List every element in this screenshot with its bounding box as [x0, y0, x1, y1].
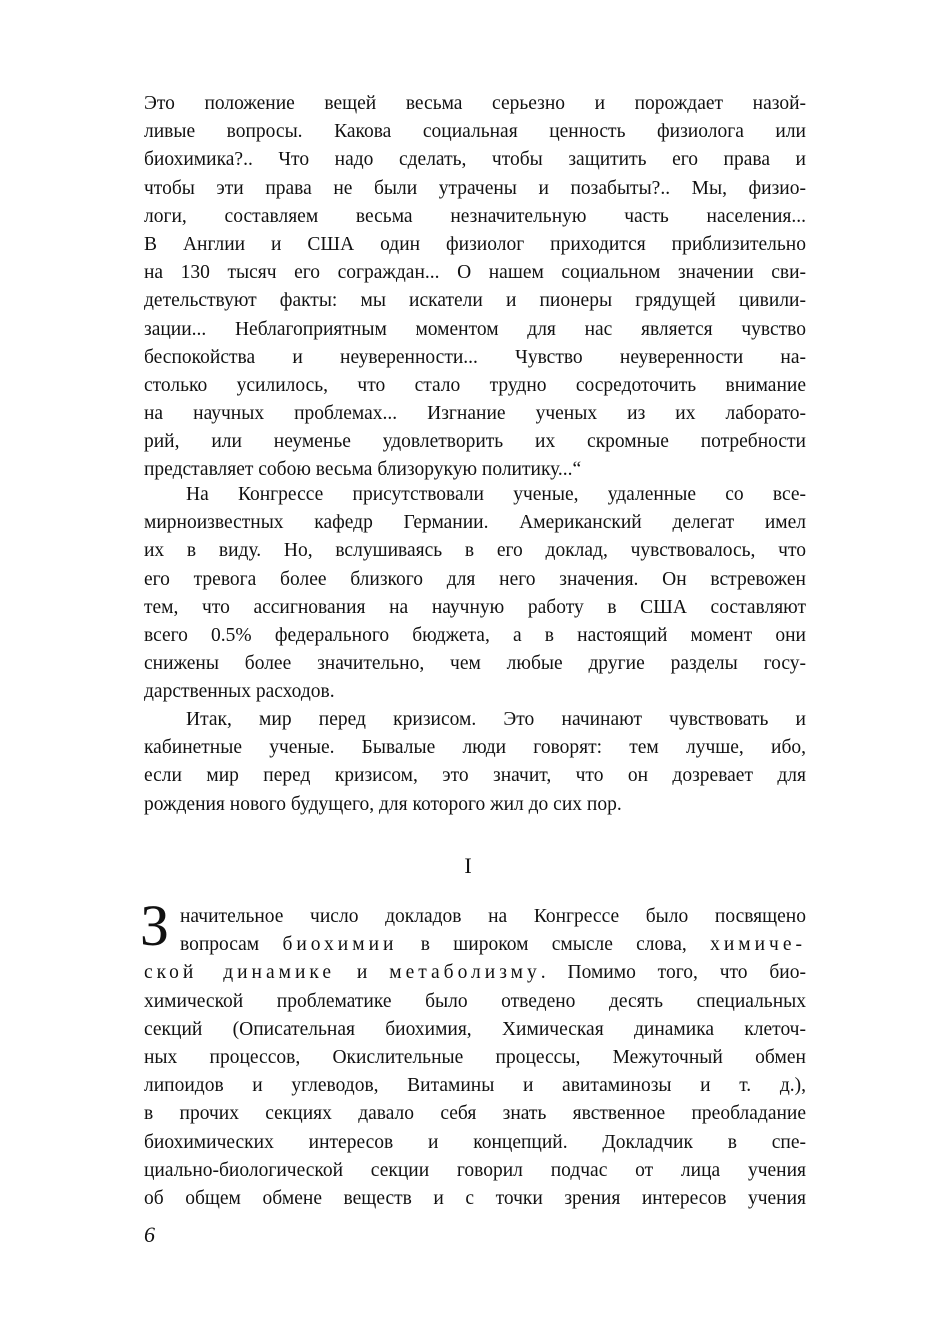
emphasized-text: химиче- — [710, 934, 806, 956]
text-line: чтобы эти права не были утрачены и позабыты?.. Мы, физио- — [144, 177, 806, 199]
text-line — [144, 931, 806, 959]
text-line: начительное число докладов на Конгрессе было посвящено — [180, 906, 806, 927]
text-line: если мир перед кризисом, это значит, что он дозревает для — [144, 765, 806, 787]
text-line: ных процессов, Окислительные процессы, Межуточный обмен — [144, 1046, 806, 1068]
text-line: дарственных расходов. — [144, 681, 335, 703]
text-line: представляет собою весьма близорукую политику...“ — [144, 459, 582, 481]
text-line: циально-биологической секции говорил подчас от лица учения — [144, 1159, 806, 1181]
text-line: логи, составляем весьма незначительную часть населения... — [144, 205, 806, 227]
text-line: кабинетные ученые. Бывалые люди говорят: тем лучше, ибо, — [144, 737, 806, 759]
text-run: вопросам — [180, 934, 283, 956]
drop-cap: З — [140, 893, 170, 958]
emphasized-text: биохимии — [282, 934, 398, 956]
text-line: зации... Неблагоприятным моментом для нас является чувство — [144, 318, 806, 340]
text-line: об общем обмене веществ и с точки зрения интересов учения — [144, 1187, 806, 1209]
text-line: В Англии и США один физиолог приходится приблизительно — [144, 233, 806, 255]
text-line: мирноизвестных кафедр Германии. Американский делегат имел — [144, 512, 806, 534]
paragraph-2 — [144, 481, 806, 707]
paragraph-3 — [144, 706, 806, 819]
text-line — [144, 959, 806, 987]
text-line: биохимика?.. Что надо сделать, чтобы защитить его права и — [144, 149, 806, 171]
paragraph-1 — [144, 90, 806, 485]
text-line: химической проблематике было отведено десять специальных — [144, 990, 806, 1012]
text-line: липоидов и углеводов, Витамины и авитаминозы и т. д.), — [144, 1075, 806, 1097]
text-line: секций (Описательная биохимия, Химическая динамика клеточ- — [144, 1018, 806, 1040]
text-line: беспокойства и неуверенности... Чувство неуверенности на- — [144, 346, 806, 368]
emphasized-text: ской динамике — [144, 962, 336, 984]
paragraph-4 — [144, 903, 806, 1213]
text-line: биохимических интересов и концепций. Докладчик в спе- — [144, 1131, 806, 1153]
text-line: тем, что ассигнования на научную работу в США составляют — [144, 596, 806, 618]
text-line: его тревога более близкого для него значения. Он встревожен — [144, 568, 806, 590]
text-line: рождения нового будущего, для которого жил до сих пор. — [144, 793, 622, 815]
emphasized-text: метаболизму — [389, 962, 541, 984]
text-line: снижены более значительно, чем любые другие разделы госу- — [144, 653, 806, 675]
text-run: и — [335, 962, 390, 984]
page-number: 6 — [144, 1222, 155, 1247]
text-line: столько усилилось, что стало трудно сосредоточить внимание — [144, 374, 806, 396]
text-line: их в виду. Но, вслушиваясь в его доклад, чувствовалось, что — [144, 540, 806, 562]
text-line: в прочих секциях давало себя знать явственное преобладание — [144, 1103, 806, 1125]
text-line: Это положение вещей весьма серьезно и порождает назой- — [144, 93, 806, 114]
text-line: на научных проблемах... Изгнание ученых из их лаборато- — [144, 403, 806, 425]
section-heading: I — [464, 853, 472, 878]
text-line: на 130 тысяч его сограждан... О нашем социальном значении сви- — [144, 262, 806, 284]
text-line: рий, или неуменье удовлетворить их скромные потребности — [144, 431, 806, 453]
text-line: ливые вопросы. Какова социальная ценность физиолога или — [144, 121, 806, 143]
text-line: Итак, мир перед кризисом. Это начинают чувствовать и — [186, 709, 806, 730]
text-run: . Помимо того, что био- — [540, 962, 806, 984]
text-line: детельствуют факты: мы искатели и пионеры грядущей цивили- — [144, 290, 806, 312]
text-line: всего 0.5% федерального бюджета, а в настоящий момент они — [144, 624, 806, 646]
text-line: На Конгрессе присутствовали ученые, удаленные со все- — [186, 484, 806, 505]
text-run: в широком смысле слова, — [397, 934, 711, 956]
